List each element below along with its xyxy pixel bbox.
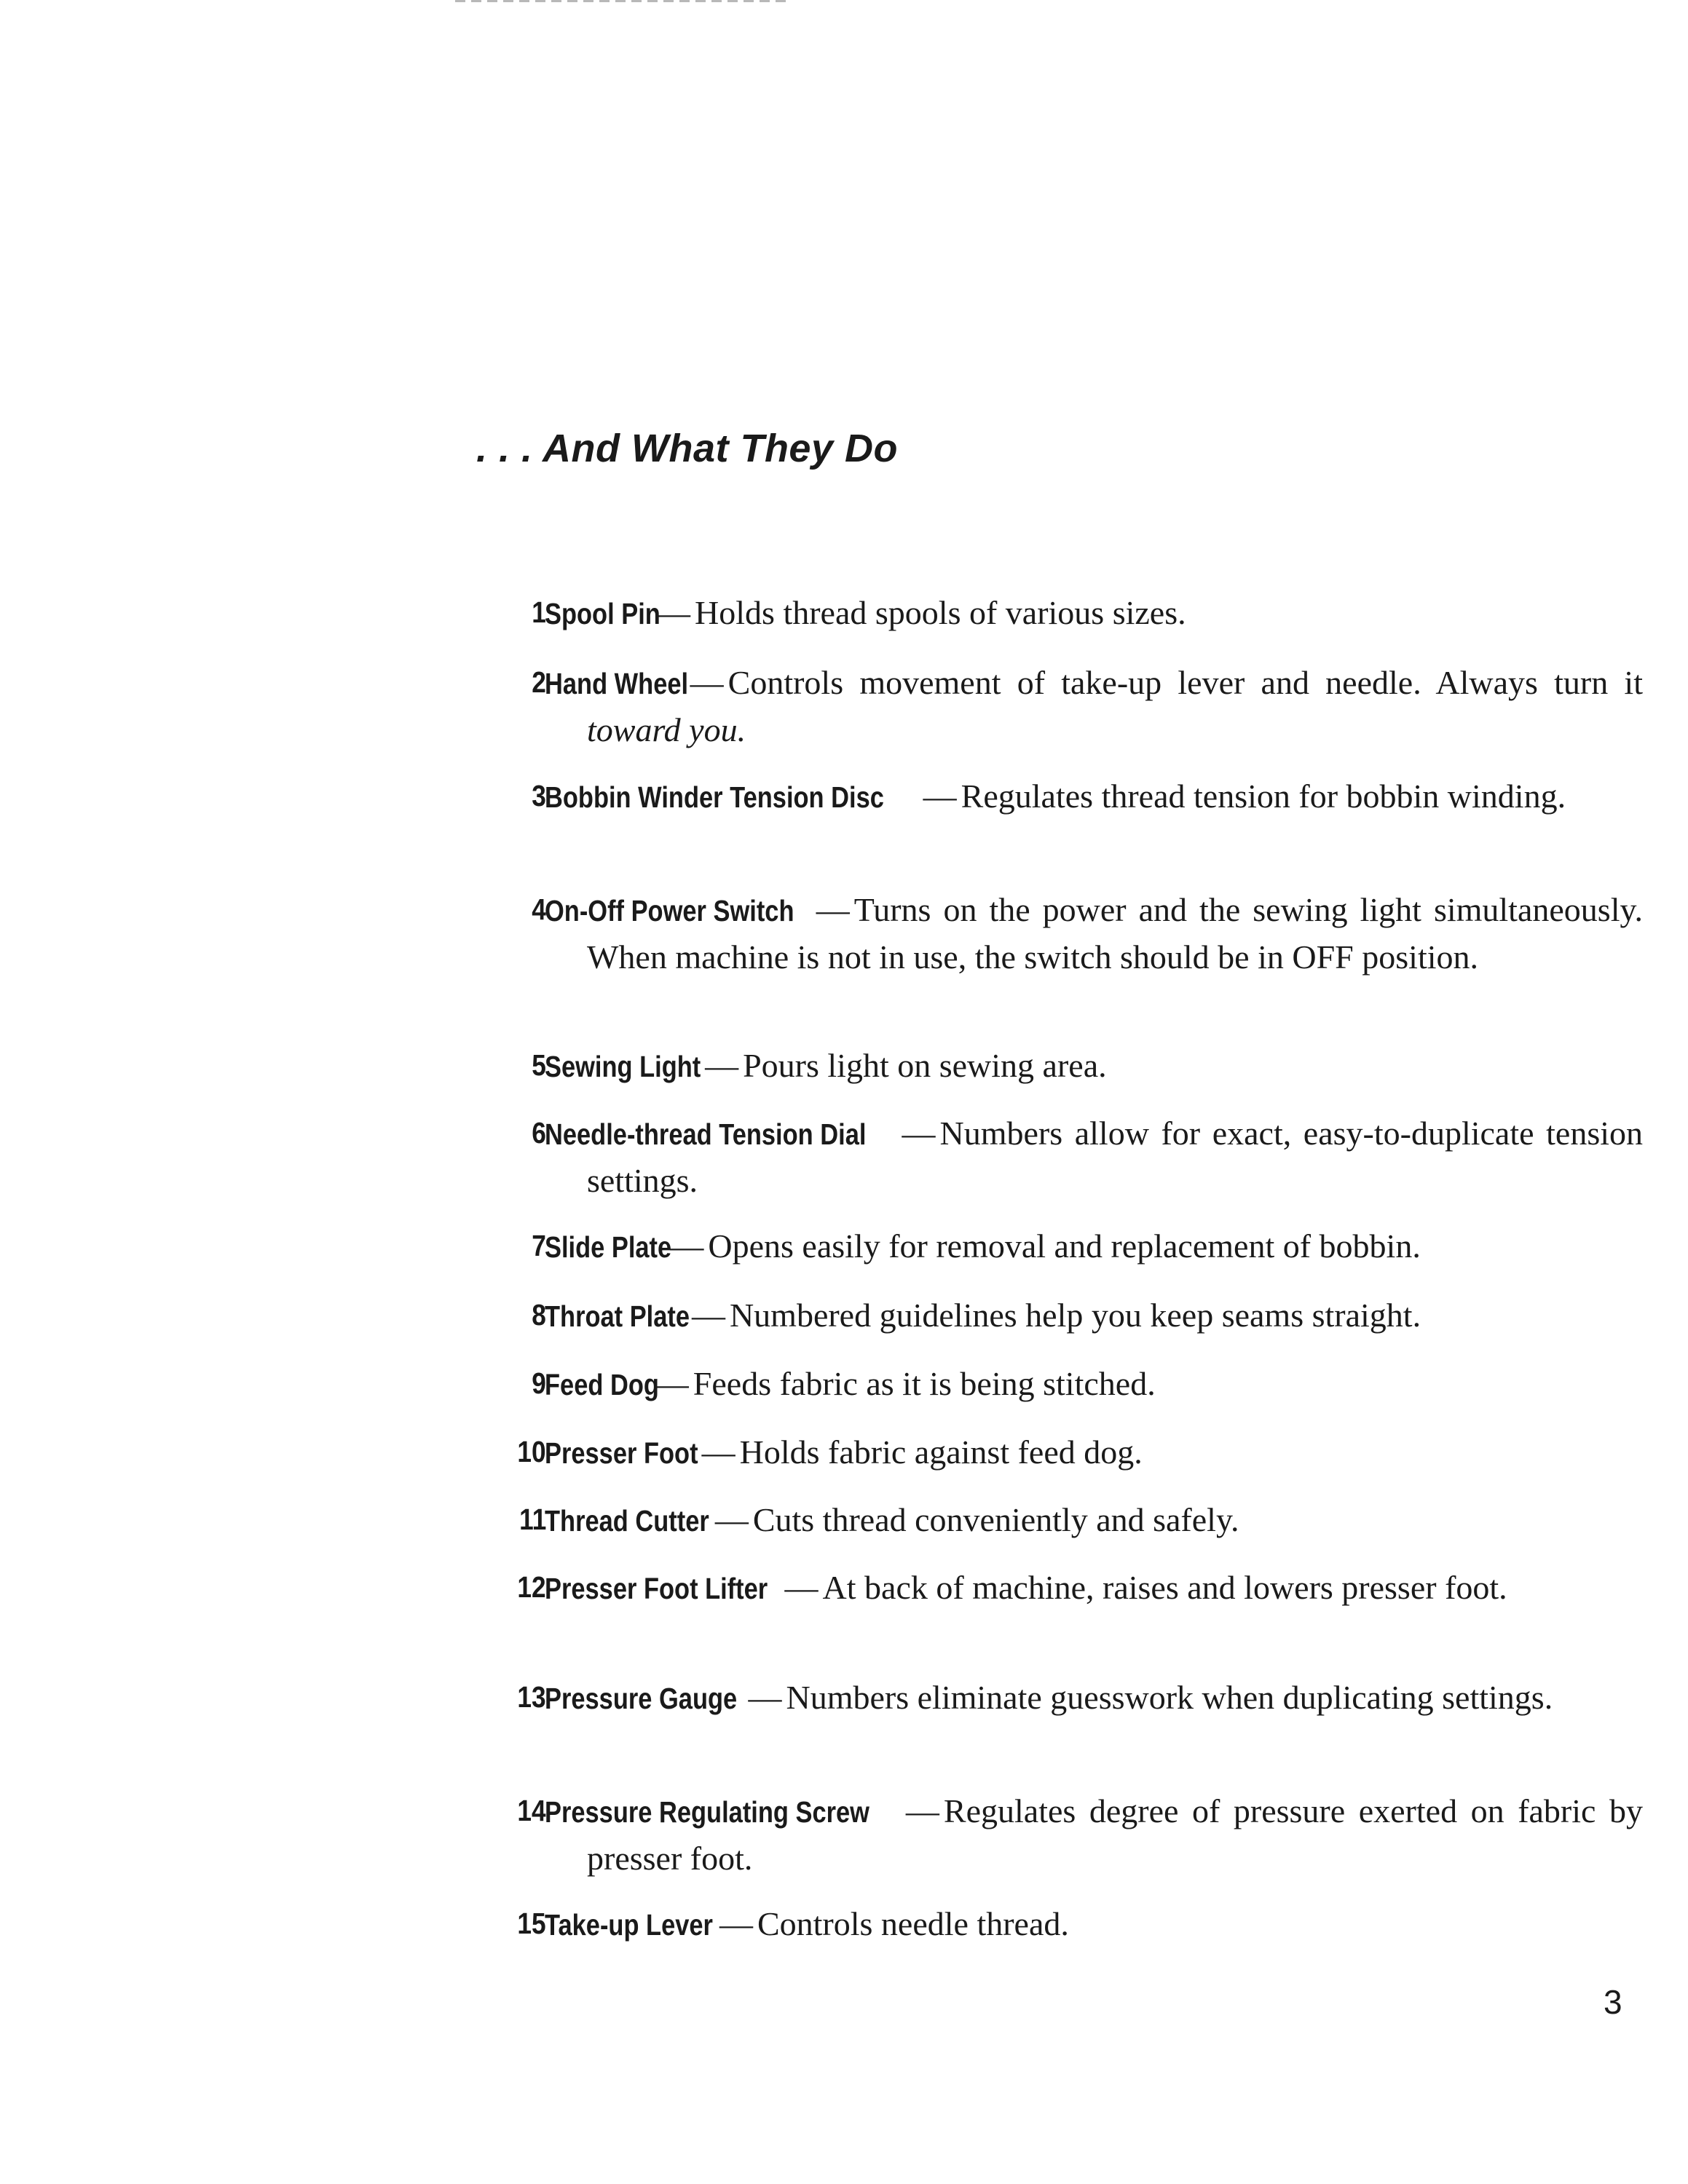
list-item [532,590,1643,637]
page-heading: . . . And What They Do [476,427,898,470]
item-term: Feed Dog [545,1368,659,1401]
list-item [532,887,1643,980]
item-number: 9 [532,1366,546,1400]
item-description: Regulates degree of pressure exerted on fabric by presser foot. [587,1792,1643,1877]
item-term: Throat Plate [545,1299,690,1333]
item-description: Cuts thread conveniently and safely. [752,1501,1239,1538]
item-term: On-Off Power Switch [545,894,794,927]
item-dash: — [816,891,850,928]
item-dash: — [905,1792,939,1829]
list-item [532,1361,1643,1408]
item-number: 7 [532,1229,546,1262]
item-number: 11 [518,1503,546,1536]
list-item [532,1042,1643,1090]
item-term: Pressure Regulating Screw [545,1795,869,1829]
item-description: At back of machine, raises and lowers presser foot. [822,1569,1507,1606]
list-item [517,1901,1643,1948]
item-description: Numbered guidelines help you keep seams straight. [729,1297,1421,1334]
item-term: Hand Wheel [545,667,689,700]
item-description: Feeds fabric as it is being stitched. [693,1365,1156,1402]
list-item [517,1564,1643,1612]
item-term: Presser Foot [545,1436,698,1470]
item-description: Holds fabric against feed dog. [739,1433,1143,1471]
item-term: Spool Pin [545,597,660,630]
list-item [517,1429,1643,1476]
list-item [518,1497,1643,1544]
item-number: 1 [532,596,546,629]
list-item [532,1292,1643,1340]
item-description: Holds thread spools of various sizes. [695,594,1186,631]
item-number: 15 [517,1907,546,1940]
item-dash: — [705,1047,739,1084]
item-dash: — [690,664,724,701]
item-dash: — [701,1433,735,1471]
item-dash: — [670,1227,704,1265]
item-number: 5 [532,1048,546,1082]
item-number: 10 [517,1435,546,1468]
item-description: Numbers allow for exact, easy-to-duplicate tension settings. [587,1115,1643,1199]
item-description: Numbers eliminate guesswork when duplicating settings. [786,1679,1553,1716]
item-number: 2 [532,665,546,699]
list-item [532,773,1643,820]
item-dash: — [691,1297,725,1334]
item-number: 3 [532,779,546,812]
item-term: Presser Foot Lifter [545,1572,768,1605]
item-description: Opens easily for removal and replacement of bobbin. [708,1227,1421,1265]
item-dash: — [719,1905,753,1942]
item-number: 6 [532,1116,546,1150]
item-term: Sewing Light [545,1050,701,1083]
item-dash: — [655,1365,689,1402]
item-dash: — [784,1569,819,1606]
item-term: Needle-thread Tension Dial [545,1117,867,1151]
item-dash: — [714,1501,749,1538]
item-term: Bobbin Winder Tension Disc [545,780,884,814]
list-item [532,660,1643,753]
item-number: 14 [517,1794,546,1827]
scan-artifact [455,0,790,2]
item-term: Pressure Gauge [545,1682,738,1715]
item-description: Regulates thread tension for bobbin winding. [961,778,1566,815]
item-term: Thread Cutter [545,1504,709,1538]
list-item [517,1674,1643,1722]
page-number: 3 [1604,1983,1622,2021]
item-number: 12 [517,1570,546,1604]
item-description: Controls movement of take-up lever and needle. Always turn it [727,664,1643,701]
item-number: 8 [532,1298,546,1332]
item-term: Take-up Lever [545,1908,713,1942]
item-description-emphasis: toward you. [587,711,746,748]
list-item [532,1110,1643,1203]
list-item [517,1788,1643,1881]
item-dash: — [657,594,691,631]
item-description: Controls needle thread. [757,1905,1069,1942]
item-dash: — [923,778,957,815]
item-description: Turns on the power and the sewing light simultaneously. When machine is not in use, the switch should be in OFF position. [587,891,1643,976]
item-description: Pours light on sewing area. [743,1047,1107,1084]
item-term: Slide Plate [545,1230,672,1264]
list-item [532,1223,1643,1270]
item-dash: — [902,1115,936,1152]
item-dash: — [748,1679,782,1716]
item-number: 13 [517,1680,546,1714]
item-number: 4 [532,893,546,926]
